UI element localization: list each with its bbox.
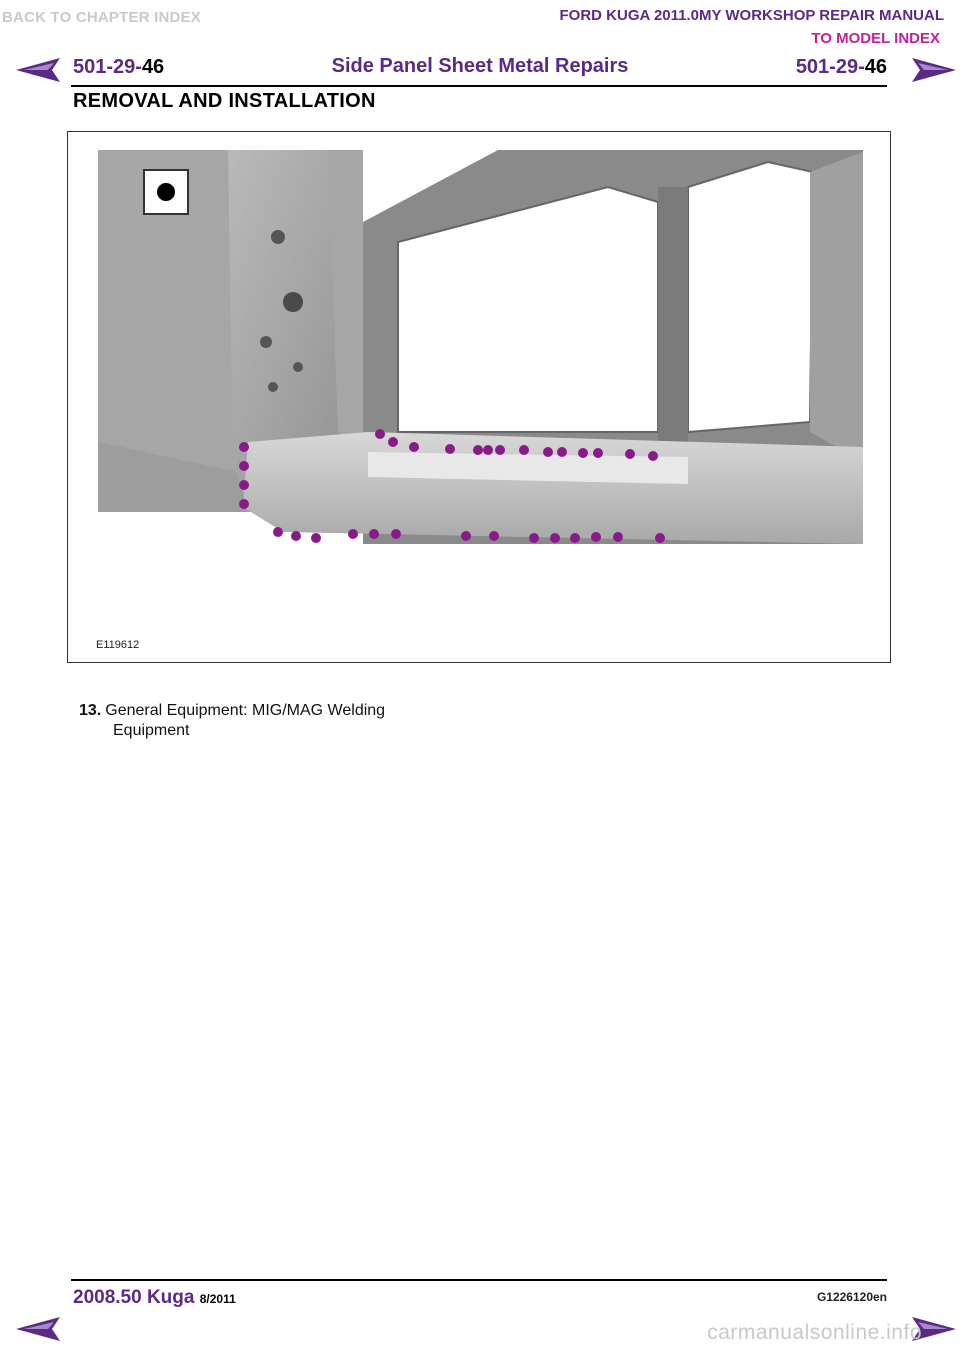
figure-id: E119612 <box>96 639 140 651</box>
section-number-left: 501-29-46 <box>73 56 165 78</box>
figure-frame <box>67 131 891 663</box>
manual-title: FORD KUGA 2011.0MY WORKSHOP REPAIR MANUAL <box>559 7 944 24</box>
section-title: Side Panel Sheet Metal Repairs <box>331 55 629 77</box>
step-text-continued: Equipment <box>113 722 190 739</box>
procedure-heading: REMOVAL AND INSTALLATION <box>73 90 376 112</box>
side-panel-illustration <box>68 132 890 662</box>
to-model-index-link[interactable]: TO MODEL INDEX <box>811 30 940 47</box>
footer-code: G1226120en <box>816 1290 887 1304</box>
step-number: 13. <box>79 702 102 719</box>
left-arrow-icon[interactable] <box>14 1314 64 1344</box>
footer-model: 2008.50 Kuga 8/2011 <box>73 1287 236 1308</box>
footer-date: 8/2011 <box>199 1292 236 1306</box>
section-number-right: 501-29-46 <box>795 56 887 78</box>
step-text: General Equipment: MIG/MAG Welding <box>105 702 386 719</box>
back-to-chapter-index-link[interactable]: BACK TO CHAPTER INDEX <box>2 9 201 26</box>
step-13 <box>79 701 385 741</box>
header-rule <box>71 85 887 87</box>
watermark: carmanualsonline.info <box>707 1321 922 1344</box>
footer-rule <box>71 1279 887 1281</box>
